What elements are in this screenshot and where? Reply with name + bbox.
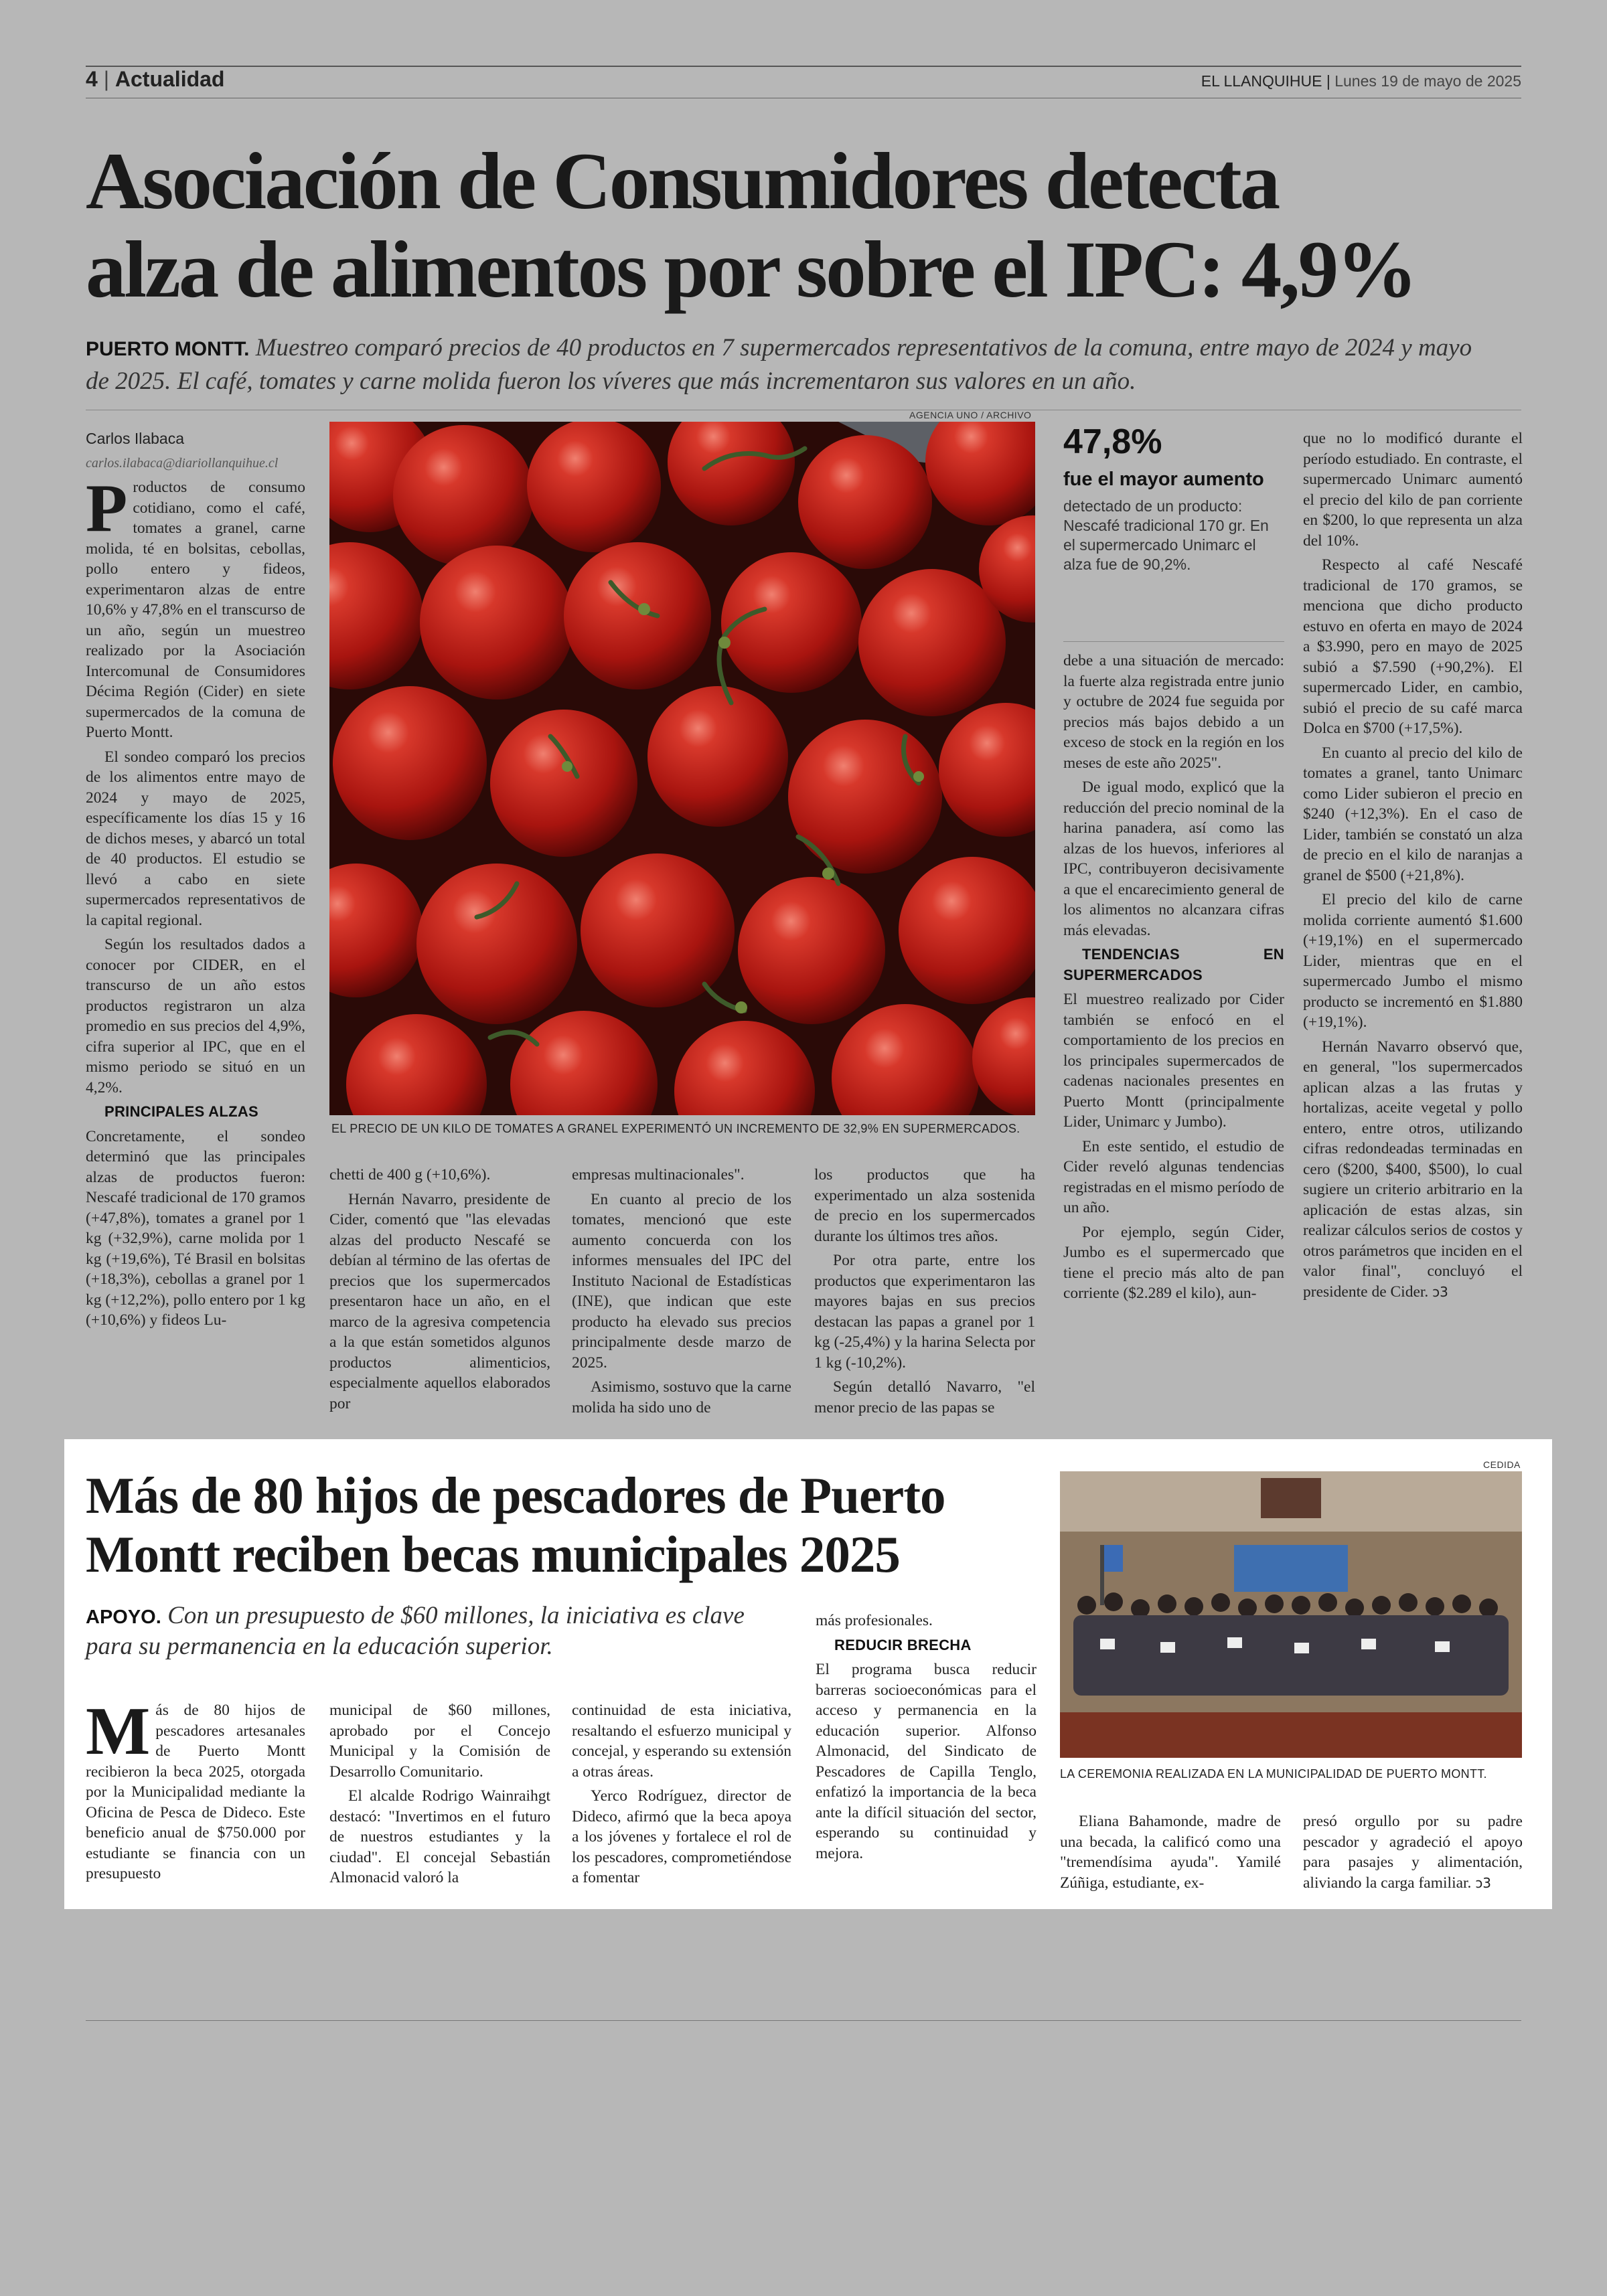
- second-col4-p2: El programa busca reducir barreras socioeconómicas para el acceso y permanencia en la educación superior. Alfonso Almonacid, del Sindicato de Pescadores de Capilla Tenglo, enfatizó la importancia de la beca ante la difícil situación del sector, esperando su continuidad y mejora.: [816, 1661, 1037, 1862]
- bottom-rule: [86, 2020, 1521, 2021]
- second-col3-p2: Yerco Rodríguez, director de Dideco, afirmó que la beca apoya a los jóvenes y fortalece el rol de los pescadores, comprometiéndose a fomentar: [572, 1787, 791, 1886]
- main-col4-p3: Según detalló Navarro, "el menor precio de las papas se: [814, 1378, 1035, 1416]
- main-col6-p2: Respecto al café Nescafé tradicional de 170 gramos, se menciona que dicho producto estuvo en oferta en mayo de 2024 a $3.990, pero en mayo de 2025 subió a $7.590 (+90,2%). El supermercado Lider, en cambio, subió el precio de su café marca Dolca en $700 (+17,5%).: [1303, 556, 1523, 737]
- byline-name: Carlos Ilabaca: [86, 430, 185, 447]
- main-col6-p5: Hernán Navarro observó que, en general, "los supermercados aplican alzas a las frutas y hortalizas, aceite vegetal y pollo entero, entre otros, utilizando cifras redondeadas terminadas en cero ($200, $400, $500), lo cual sugiere un criterio arbitrario en la aplicación de estas alzas, sin realizar cálculos serios de costos y otros parámetros que inciden en el valor final", concluyó el presidente de Cider. ↄ3: [1303, 1038, 1523, 1301]
- main-col4-p1: los productos que ha experimentado un alza sostenida de precio en los supermercados durante los últimos tres años.: [814, 1166, 1035, 1245]
- second-column-6: [1303, 1811, 1523, 1897]
- section-name: Actualidad: [114, 67, 225, 91]
- main-lead-kicker: PUERTO MONTT.: [86, 338, 250, 360]
- top-rule: [86, 66, 1521, 67]
- main-col2-p2: Hernán Navarro, presidente de Cider, comentó que "las elevadas alzas del producto Nescafé se debían al término de las ofertas de precios que los supermercados presentaron hace un año, en el marco de la agresiva competencia a la que están sometidos algunos productos alimenticios, especialmente aquellos elaborados por: [329, 1190, 550, 1412]
- page-number: 4: [86, 67, 98, 91]
- second-col5-p1: Eliana Bahamonde, madre de una becada, la calificó como una "tremendísima ayuda". Yamilé Zúñiga, estudiante, ex-: [1060, 1813, 1281, 1892]
- second-headline: [86, 1466, 1037, 1584]
- second-column-1: [86, 1694, 305, 1888]
- main-col1-p3: Según los resultados dados a conocer por CIDER, en el transcurso de un año estos productos registraron un alza promedio en sus precios del 4,9%, cifra superior al IPC, que en el mismo periodo se situó en un 4,2%.: [86, 936, 305, 1096]
- stat-label: fue el mayor aumento: [1063, 469, 1264, 490]
- main-headline-line2: alza de alimentos por sobre el IPC: 4,9%: [86, 225, 1416, 315]
- main-col5-p3: El muestreo realizado por Cider también se enfocó en el comportamiento de los precios en los principales supermercados de cadenas nacionales presentes en Puerto Montt (principalmente Lider, Unimarc y Jumbo).: [1063, 991, 1284, 1131]
- main-col6-p1: que no lo modificó durante el período estudiado. En contraste, el supermercado Unimarc aumentó el precio del kilo de pan corriente en $200, lo que representa un alza del 10%.: [1303, 430, 1523, 550]
- main-column-4: [814, 1165, 1035, 1422]
- second-headline-line1: Más de 80 hijos de pescadores de Puerto: [86, 1467, 945, 1524]
- second-dropcap: M: [86, 1694, 151, 1769]
- main-col1-p1: Productos de consumo cotidiano, como el café, tomates a granel, carne molida, té en bolsitas, cebollas, pollo entero y fideos, experimentaron alzas de entre 10,6% y 47,8% en el transcurso de un año, según un muestreo realizado por la Asociación Intercomunal de Consumidores Décima Región (Cider) en siete supermercados de la comuna de Puerto Montt.: [86, 471, 305, 741]
- main-photo-caption: EL PRECIO DE UN KILO DE TOMATES A GRANEL EXPERIMENTÓ UN INCREMENTO DE 32,9% EN SUPERMERCADOS.: [331, 1122, 1020, 1135]
- second-col6-p1: presó orgullo por su padre pescador y agradeció el apoyo para pasajes y alimentación, aliviando la carga familiar. ↄ3: [1303, 1813, 1523, 1892]
- main-column-2: [329, 1165, 550, 1418]
- second-column-4: [816, 1611, 1037, 1868]
- main-lead: [86, 332, 1478, 398]
- main-photo-credit: AGENCIA UNO / ARCHIVO: [909, 410, 1032, 420]
- subhead-reducir-brecha: REDUCIR BRECHA: [834, 1636, 972, 1653]
- second-col2-p2: El alcalde Rodrigo Wainraihgt destacó: "Invertimos en el futuro de nuestros estudiantes y la ciudad". El concejal Sebastián Almonacid valoró la: [329, 1787, 550, 1886]
- main-col6-p4: El precio del kilo de carne molida corriente aumentó $1.600 (+19,1%) en el supermercado Lider, mientras que en el supermercado Jumbo el mismo producto se incrementó en $1.880 (+19,1%).: [1303, 891, 1523, 1031]
- stat-value: 47,8%: [1063, 422, 1162, 461]
- main-column-3: [572, 1165, 791, 1422]
- second-lead-text: Con un presupuesto de $60 millones, la iniciativa es clave para su permanencia en la educación superior.: [86, 1602, 745, 1660]
- second-col3-p1: continuidad de esta iniciativa, resaltando el esfuerzo municipal y concejal, y esperando su extensión a otras áreas.: [572, 1702, 791, 1781]
- stat-rule: [1063, 641, 1284, 642]
- main-col5-p1: debe a una situación de mercado: la fuerte alza registrada entre junio y octubre de 2024 fue seguida por precios más bajos debido a un exceso de stock en la región en los meses de este año 2025".: [1063, 652, 1284, 772]
- tomatoes-photo: [329, 422, 1035, 1115]
- end-mark-icon-2: ↄ3: [1475, 1874, 1492, 1891]
- publication-date: Lunes 19 de mayo de 2025: [1334, 72, 1521, 90]
- second-column-5: [1060, 1811, 1281, 1897]
- subhead-principales-alzas: PRINCIPALES ALZAS: [104, 1103, 258, 1120]
- main-col5-p4: En este sentido, el estudio de Cider reveló algunas tendencias registradas en el mismo período de un año.: [1063, 1137, 1284, 1216]
- main-col5-p5: Por ejemplo, según Cider, Jumbo es el supermercado que tiene el precio más alto de pan corriente ($2.289 el kilo), aun-: [1063, 1223, 1284, 1302]
- byline-email: carlos.ilabaca@diariollanquihue.cl: [86, 455, 279, 471]
- main-column-5: [1063, 651, 1284, 1308]
- publication-name: EL LLANQUIHUE: [1201, 72, 1322, 90]
- main-col6-p3: En cuanto al precio del kilo de tomates a granel, tanto Unimarc como Lider subieron el precio en $240 (+12,3%). En el caso de Lider, también se constató un alza de precio en el kilo de naranjas a granel de $500 (+21,8%).: [1303, 744, 1523, 884]
- main-col1-p4: Concretamente, el sondeo determinó que las principales alzas de productos fueron: Nescafé tradicional de 170 gramos (+47,8%), tomates a granel por 1 kg (+32,9%), carne molida por 1 kg (+19,6%), Té Brasil en bolsitas (+18,3%), cebollas a granel por 1 kg (+12,2%), pollo entero por 1 kg (+10,6%) y fideos Lu-: [86, 1127, 305, 1329]
- stat-description: detectado de un producto: Nescafé tradicional 170 gr. En el supermercado Unimarc el alza fue de 90,2%.: [1063, 497, 1269, 573]
- main-col3-p2: En cuanto al precio de los tomates, mencionó que este aumento concuerda con los informes mensuales del IPC del Instituto Nacional de Estadísticas (INE), que indican que este producto ha elevado sus precios principalmente desde marzo de 2025.: [572, 1190, 791, 1372]
- main-col3-p1: empresas multinacionales".: [572, 1166, 745, 1183]
- second-col1-p1: Más de 80 hijos de pescadores artesanales de Puerto Montt recibieron la beca 2025, otorgada por la Municipalidad mediante la Oficina de Pesca de Dideco. Este beneficio anual de $750.000 por estudiante se financia con un presupuesto: [86, 1694, 305, 1882]
- second-headline-line2: Montt reciben becas municipales 2025: [86, 1526, 900, 1583]
- second-col4-p1: más profesionales.: [816, 1612, 933, 1629]
- second-column-2: [329, 1700, 550, 1892]
- second-col2-p1: municipal de $60 millones, aprobado por el Concejo Municipal y la Comisión de Desarrollo Comunitario.: [329, 1702, 550, 1781]
- main-lead-text: Muestreo comparó precios de 40 productos en 7 supermercados representativos de la comuna, entre mayo de 2024 y mayo de 2025. El café, tomates y carne molida fueron los víveres que más incrementaron sus valores en un año.: [86, 334, 1472, 395]
- page-folio: 4 | Actualidad: [86, 67, 225, 91]
- second-photo-credit: CEDIDA: [1483, 1459, 1521, 1470]
- main-col4-p2: Por otra parte, entre los productos que experimentaron las mayores bajas en sus precios destacan las papas a granel por 1 kg (-25,4%) y la harina Selecta por 1 kg (-10,2%).: [814, 1252, 1035, 1372]
- main-headline: [86, 137, 1532, 314]
- main-column-1: [86, 428, 305, 1335]
- second-column-3: [572, 1700, 791, 1892]
- main-headline-line1: Asociación de Consumidores detecta: [86, 137, 1279, 226]
- main-col2-p1: chetti de 400 g (+10,6%).: [329, 1166, 491, 1183]
- main-column-6: [1303, 428, 1523, 1306]
- second-photo-caption: LA CEREMONIA REALIZADA EN LA MUNICIPALIDAD DE PUERTO MONTT.: [1060, 1767, 1487, 1781]
- publication-info: EL LLANQUIHUE | Lunes 19 de mayo de 2025: [1201, 72, 1521, 90]
- ceremony-photo: [1060, 1471, 1522, 1758]
- subhead-tendencias: TENDENCIAS EN SUPERMERCADOS: [1063, 946, 1284, 983]
- main-col5-p2: De igual modo, explicó que la reducción del precio nominal de la harina panadera, así como las alzas de los huevos, inferiores al IPC, contribuyeron decisivamente a que el encarecimiento general de los alimentos no alcanzara cifras más elevadas.: [1063, 778, 1284, 939]
- main-col1-p2: El sondeo comparó los precios de los alimentos entre mayo de 2024 y mayo de 2025, específicamente los días 15 y 16 de dichos meses, y abarcó un total de 40 productos. El estudio se llevó a cabo en siete supermercados representativos de la capital regional.: [86, 748, 305, 929]
- main-dropcap: P: [86, 471, 128, 546]
- end-mark-icon: ↄ3: [1432, 1283, 1448, 1300]
- second-lead-kicker: APOYO.: [86, 1607, 161, 1628]
- main-col3-p3: Asimismo, sostuvo que la carne molida ha sido uno de: [572, 1378, 791, 1416]
- second-lead: [86, 1601, 795, 1661]
